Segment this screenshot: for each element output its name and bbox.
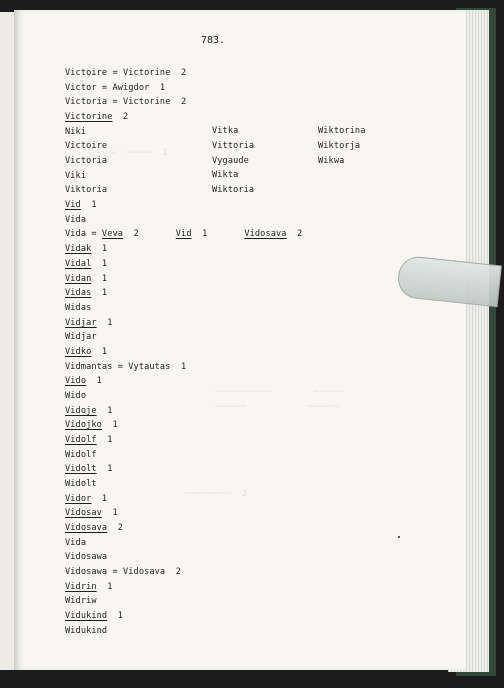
entry-headword: Vidas xyxy=(65,288,92,299)
page-number: 783. xyxy=(201,35,226,46)
entry-headword: Vid xyxy=(65,200,81,211)
entry-text: 1 xyxy=(101,420,118,431)
list-item xyxy=(65,552,107,562)
entry-text: Viki xyxy=(65,170,87,181)
entry-headword: Vidjar xyxy=(65,317,97,328)
list-item xyxy=(65,420,118,430)
list-item xyxy=(65,479,97,489)
entry-text: Viktoria xyxy=(65,185,108,196)
entry-text: 1 xyxy=(191,229,245,240)
entry-headword: Vidan xyxy=(65,273,92,284)
entry-text: 2 xyxy=(123,229,176,240)
list-item xyxy=(65,362,186,372)
list-item-col3: Wiktorja xyxy=(318,141,361,151)
list-item-col2: Vygaude xyxy=(212,156,249,166)
list-item xyxy=(65,112,128,122)
speck xyxy=(398,536,400,538)
list-item-col3: Wikwa xyxy=(318,156,345,166)
entry-headword: Vidolf xyxy=(65,435,97,445)
list-item xyxy=(65,611,123,621)
entry-text: Widukind xyxy=(65,625,108,636)
entry-headword: Vidukind xyxy=(65,611,108,622)
entry-text: Victoire = Victorine 2 xyxy=(65,68,187,78)
bleed-through-text: ~~~~~~~~~ 2 xyxy=(185,489,248,499)
list-item xyxy=(65,567,181,577)
entry-text: 2 xyxy=(286,229,303,240)
entry-text: Widolf xyxy=(65,449,97,460)
list-item xyxy=(65,97,186,107)
list-item xyxy=(65,229,302,239)
entry-text: Vida = xyxy=(65,229,102,240)
list-item xyxy=(65,274,107,284)
list-item xyxy=(65,435,112,445)
list-item xyxy=(65,156,107,166)
entry-text: Widolt xyxy=(65,479,97,490)
entry-text: 1 xyxy=(91,288,108,299)
entry-text: Widriw xyxy=(65,596,97,607)
entry-text: 1 xyxy=(80,200,97,211)
entry-text: 2 xyxy=(112,112,129,123)
entry-text: Widas xyxy=(65,302,92,313)
entry-text: Niki xyxy=(65,126,87,137)
list-item xyxy=(65,347,107,357)
list-item-col3: Wiktorina xyxy=(318,126,366,136)
list-item xyxy=(65,464,112,474)
entry-headword: Vidojko xyxy=(65,420,102,431)
list-item xyxy=(65,185,107,195)
list-item xyxy=(65,523,123,533)
entry-headword: Vidosav xyxy=(65,508,102,519)
entry-text: 1 xyxy=(86,376,102,387)
entry-text: Vida xyxy=(65,214,87,225)
entry-headword: Vidrin xyxy=(65,581,97,592)
list-item xyxy=(65,626,107,636)
list-item xyxy=(65,596,97,606)
list-item xyxy=(65,215,86,225)
list-item xyxy=(65,450,97,460)
entry-headword: Vidolt xyxy=(65,464,97,475)
entry-text: 1 xyxy=(96,405,113,416)
entry-text: Victor = Awigdor 1 xyxy=(65,82,166,93)
entry-text: Victoria = Victorine 2 xyxy=(65,97,187,108)
list-item xyxy=(65,376,102,386)
entry-headword: Vidak xyxy=(65,244,92,255)
list-item xyxy=(65,171,86,181)
list-item xyxy=(65,391,86,401)
list-item xyxy=(65,406,112,416)
entry-headword: Vido xyxy=(65,376,87,387)
list-item-col2: Vitka xyxy=(212,126,239,136)
list-item xyxy=(65,259,107,269)
list-item xyxy=(65,68,186,78)
entry-text: Vidosawa = Vidosava 2 xyxy=(65,567,182,578)
list-item xyxy=(65,538,86,548)
entry-headword: Vidko xyxy=(65,346,92,357)
entry-text: Victoria xyxy=(65,156,108,167)
entry-headword: Vidal xyxy=(65,258,92,269)
list-item xyxy=(65,582,112,592)
entry-text: 1 xyxy=(91,346,108,357)
list-item xyxy=(65,303,91,313)
entry-text: 1 xyxy=(91,493,108,504)
bleed-through-text: ~~~~~~ ~~~~~~ xyxy=(215,402,340,412)
list-item xyxy=(65,318,112,328)
entry-headword: Vidor xyxy=(65,493,92,504)
entry-headword: Vid xyxy=(175,229,192,240)
list-item xyxy=(65,508,118,518)
list-item xyxy=(65,244,107,254)
entry-text: 1 xyxy=(91,258,108,269)
entry-text: Vida xyxy=(65,537,87,548)
entry-text: 1 xyxy=(96,317,113,328)
entry-headword: Vidosava xyxy=(244,229,287,240)
entry-text: 1 xyxy=(91,273,108,284)
list-item xyxy=(65,141,107,151)
list-item xyxy=(65,332,97,342)
bleed-through-text: ~~~~ ~~~~~ 1 xyxy=(95,148,168,158)
entry-text: 1 xyxy=(96,581,113,592)
entry-text: 1 xyxy=(96,435,113,445)
entry-text: 1 xyxy=(107,611,124,622)
list-item xyxy=(65,288,107,298)
entry-headword: Victorine xyxy=(65,112,113,123)
list-item-col2: Wiktoria xyxy=(212,185,255,195)
list-item-col2: Wikta xyxy=(212,170,239,180)
entry-headword: Veva xyxy=(101,229,124,240)
bleed-through-text: ~~~~~~~~~~~ ~~~~~~ xyxy=(215,387,345,397)
list-item xyxy=(65,83,165,93)
list-item-col2: Vittoria xyxy=(212,141,255,151)
list-item xyxy=(65,494,107,504)
entry-text: 2 xyxy=(107,523,124,534)
entry-text: Victoire xyxy=(65,141,108,152)
entry-text: 1 xyxy=(101,508,118,519)
list-item xyxy=(65,127,86,137)
list-item xyxy=(65,200,97,210)
entry-text: Vidmantas = Vytautas 1 xyxy=(65,361,187,372)
entry-headword: Vidoje xyxy=(65,405,97,416)
entry-text: Wido xyxy=(65,390,87,401)
entry-text: Vidosawa xyxy=(65,552,108,563)
entry-headword: Vidosava xyxy=(65,523,108,534)
entry-text: 1 xyxy=(96,464,113,475)
entry-text: 1 xyxy=(91,244,108,255)
entry-text: Widjar xyxy=(65,332,97,343)
